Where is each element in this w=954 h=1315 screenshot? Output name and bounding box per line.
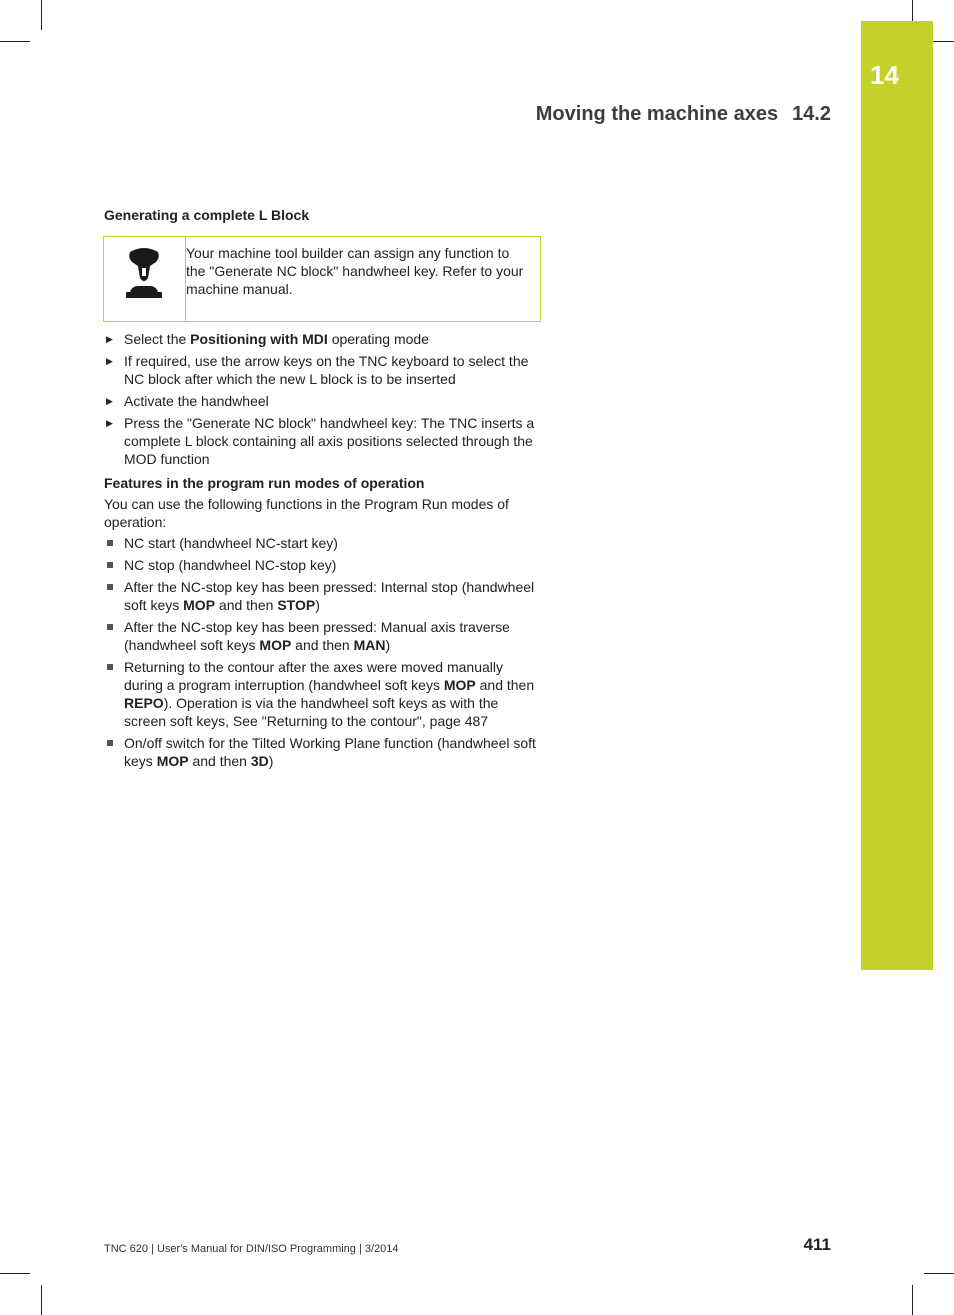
soft-key-name: MOP — [183, 597, 216, 613]
chapter-tab — [861, 21, 933, 970]
feature-text: After the NC-stop key has been pressed: Internal stop (handwheel soft keys — [124, 579, 535, 613]
note-text: Your machine tool builder can assign any function to the "Generate NC block" handwheel key. Refer to your machine manual. — [186, 245, 524, 297]
step-text: Activate the handwheel — [124, 393, 269, 409]
machine-dependent-icon — [124, 246, 164, 302]
running-head-section: 14.2 — [792, 103, 831, 125]
soft-key-name: STOP — [277, 597, 316, 613]
crop-mark — [0, 41, 30, 42]
crop-mark — [0, 1273, 30, 1274]
running-head-title: Moving the machine axes — [535, 103, 779, 125]
arrow-bullet-icon: ▶ — [106, 396, 113, 406]
square-bullet-icon — [107, 664, 113, 670]
crop-mark — [41, 0, 42, 30]
step-text: Press the "Generate NC block" handwheel key: The TNC inserts a complete L block containing all axis positions selected through the MOD function — [124, 415, 535, 467]
step-keyword: Positioning with MDI — [190, 331, 328, 347]
crop-mark — [924, 1273, 954, 1274]
feature-text: NC start (handwheel NC-start key) — [124, 535, 338, 551]
section-heading-program-run: Features in the program run modes of operation — [104, 475, 425, 491]
feature-item — [104, 618, 544, 654]
feature-text: On/off switch for the Tilted Working Plane function (handwheel soft keys — [124, 735, 536, 769]
feature-text: ) — [315, 597, 320, 613]
arrow-bullet-icon: ▶ — [106, 334, 113, 344]
square-bullet-icon — [107, 740, 113, 746]
step-text: operating mode — [327, 331, 429, 347]
feature-text: and then — [475, 677, 535, 693]
step-item — [104, 352, 544, 388]
step-item — [104, 330, 544, 348]
step-item — [104, 392, 544, 410]
feature-text: ) — [268, 753, 274, 769]
feature-text: and then — [291, 637, 354, 653]
crop-mark — [912, 1285, 913, 1315]
arrow-bullet-icon: ▶ — [106, 356, 113, 366]
feature-text: ). Operation is via the handwheel soft keys as with the screen soft keys, See "Returning to the contour", page 487 — [124, 695, 499, 729]
feature-text: and then — [188, 753, 251, 769]
feature-text: After the NC-stop key has been pressed: Manual axis traverse (handwheel soft keys — [124, 619, 510, 653]
feature-text: ) — [385, 637, 391, 653]
page-number: 411 — [803, 1235, 831, 1254]
feature-text: and then — [215, 597, 278, 613]
running-head — [536, 103, 831, 126]
feature-item — [104, 534, 544, 552]
step-text: If required, use the arrow keys on the TNC keyboard to select the NC block after which the new L block is to be inserted — [124, 353, 529, 387]
feature-item — [104, 658, 544, 730]
soft-key-name: MOP — [259, 637, 292, 653]
soft-key-name: REPO — [124, 695, 164, 711]
machine-note-box — [103, 236, 541, 322]
soft-key-name: MAN — [353, 637, 386, 653]
arrow-bullet-icon: ▶ — [106, 418, 113, 428]
step-item — [104, 414, 544, 468]
soft-key-name: MOP — [443, 677, 476, 693]
soft-key-name: MOP — [156, 753, 189, 769]
step-text: Select the — [124, 331, 191, 347]
intro-paragraph: You can use the following functions in the Program Run modes of operation: — [104, 496, 509, 530]
crop-mark — [41, 1285, 42, 1315]
square-bullet-icon — [107, 540, 113, 546]
section-heading-l-block: Generating a complete L Block — [104, 207, 310, 223]
square-bullet-icon — [107, 624, 113, 630]
feature-item — [104, 578, 544, 614]
square-bullet-icon — [107, 562, 113, 568]
chapter-number: 14 — [870, 60, 899, 90]
feature-item — [104, 556, 544, 574]
footer-text: TNC 620 | User's Manual for DIN/ISO Programming | 3/2014 — [104, 1243, 399, 1255]
feature-text: Returning to the contour after the axes were moved manually during a program interruption (handwheel soft keys — [124, 659, 503, 693]
feature-item — [104, 734, 544, 770]
soft-key-name: 3D — [250, 753, 269, 769]
feature-text: NC stop (handwheel NC-stop key) — [124, 557, 337, 573]
features-list — [104, 534, 544, 774]
square-bullet-icon — [107, 584, 113, 590]
steps-list — [104, 330, 544, 472]
